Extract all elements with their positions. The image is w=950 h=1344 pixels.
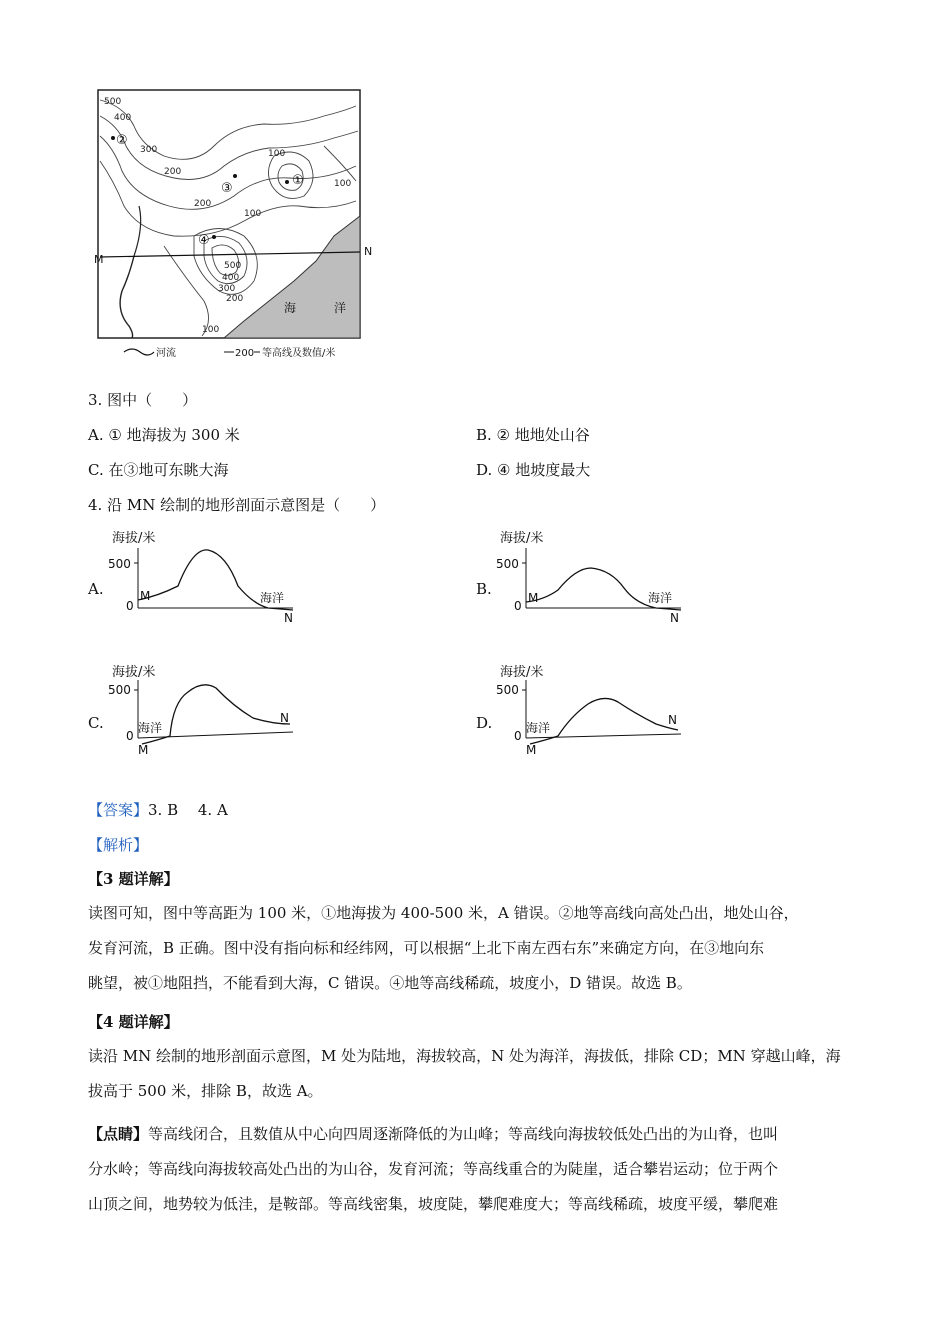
- tip-line: 分水岭；等高线向海拔较高处凸出的为山谷，发育河流；等高线重合的为陡崖，适合攀岩运动；位于两个: [88, 1160, 779, 1178]
- q4-option-b-letter: B.: [476, 580, 492, 598]
- q4-detail-line: 读沿 MN 绘制的地形剖面示意图，M 处为陆地，海拔较高，N 处为海洋，海拔低，排除 CD；MN 穿越山峰，海: [88, 1047, 841, 1065]
- profile-y-zero: 0: [126, 599, 134, 613]
- q3-option-b: B. ② 地地处山谷: [476, 426, 590, 444]
- answer-tag: 【答案】: [88, 801, 149, 819]
- tip-line: 等高线闭合，且数值从中心向四周逐渐降低的为山峰；等高线向海拔较低处凸出的为山脊，也叫: [148, 1125, 779, 1143]
- point-label-4: ④: [198, 233, 210, 248]
- profile-n: N: [668, 713, 677, 727]
- contour-label: 100: [244, 209, 262, 219]
- q3-detail-line: 读图可知，图中等高距为 100 米，①地海拔为 400-500 米，A 错误。②地等高线向高处凸出，地处山谷，: [88, 904, 799, 922]
- q3-stem: 3. 图中（ ）: [88, 391, 198, 409]
- profile-c: [108, 662, 308, 758]
- profile-b: [496, 528, 696, 624]
- profile-m: M: [526, 743, 537, 757]
- profile-y-title: 海拔/米: [500, 665, 544, 680]
- profile-m: M: [140, 589, 151, 603]
- sea-label: 洋: [334, 301, 347, 315]
- q3-detail-line: 发育河流，B 正确。图中没有指向标和经纬网，可以根据“上北下南左西右东”来确定方向，在③地向东: [88, 939, 765, 957]
- profile-y-zero: 0: [514, 729, 522, 743]
- contour-label: 300: [140, 145, 158, 155]
- q3-option-a: A. ① 地海拔为 300 米: [88, 426, 240, 444]
- contour-label: 200: [226, 294, 244, 304]
- profile-d: [496, 662, 696, 758]
- contour-map: [94, 86, 380, 362]
- profile-sea: 海洋: [138, 721, 163, 735]
- point-label-3: ③: [221, 181, 233, 196]
- tip-text: [88, 1117, 866, 1222]
- profile-y-title: 海拔/米: [112, 531, 156, 546]
- q4-option-c-letter: C.: [88, 714, 104, 732]
- q4-option-a-letter: A.: [88, 580, 104, 598]
- contour-label: 500: [224, 261, 242, 271]
- tip-line: 山顶之间，地势较为低洼，是鞍部。等高线密集，坡度陡，攀爬难度大；等高线稀疏，坡度平缓，攀爬难: [88, 1195, 779, 1213]
- q3-detail-heading: 【3 题详解】: [88, 870, 179, 888]
- q3-detail-text: [88, 896, 866, 1001]
- analysis-tag: 【解析】: [88, 836, 149, 854]
- legend-contour-label: 等高线及数值/米: [262, 348, 336, 359]
- profile-y-top: 500: [108, 557, 131, 571]
- contour-label: 300: [218, 284, 236, 294]
- contour-label: 500: [104, 97, 122, 107]
- contour-label: 100: [334, 179, 352, 189]
- q3-detail-line: 眺望，被①地阻挡，不能看到大海，C 错误。④地等高线稀疏，坡度小，D 错误。故选 B。: [88, 974, 692, 992]
- contour-label: 200: [164, 167, 182, 177]
- profile-sea: 海洋: [526, 721, 551, 735]
- point-label-2: ②: [116, 133, 128, 148]
- answer-text: 3. B 4. A: [148, 801, 228, 819]
- contour-label: 100: [202, 325, 220, 335]
- profile-m: M: [528, 591, 539, 605]
- map-n-label: N: [364, 245, 373, 258]
- profile-y-top: 500: [496, 683, 519, 697]
- contour-label: 200: [194, 199, 212, 209]
- sea-label: 海: [284, 301, 297, 315]
- tip-tag: 【点睛】: [88, 1125, 149, 1143]
- profile-a: [108, 528, 308, 624]
- legend-river-label: 河流: [156, 348, 176, 359]
- q4-stem: 4. 沿 MN 绘制的地形剖面示意图是（ ）: [88, 496, 386, 514]
- profile-y-zero: 0: [126, 729, 134, 743]
- q3-option-c: C. 在③地可东眺大海: [88, 461, 229, 479]
- map-m-label: M: [94, 253, 104, 266]
- contour-label: 400: [114, 113, 132, 123]
- profile-y-top: 500: [108, 683, 131, 697]
- profile-n: N: [280, 711, 289, 725]
- contour-label: 100: [268, 149, 286, 159]
- profile-sea: 海洋: [260, 591, 285, 605]
- profile-m: M: [138, 743, 149, 757]
- profile-n: N: [284, 611, 293, 624]
- q3-option-d: D. ④ 地坡度最大: [476, 461, 591, 479]
- profile-n: N: [670, 611, 679, 624]
- q4-detail-line: 拔高于 500 米，排除 B，故选 A。: [88, 1082, 323, 1100]
- legend-contour-value: 200: [235, 348, 255, 359]
- q4-detail-heading: 【4 题详解】: [88, 1013, 179, 1031]
- profile-y-title: 海拔/米: [500, 531, 544, 546]
- point-label-1: ①: [292, 173, 304, 188]
- contour-label: 400: [222, 273, 240, 283]
- profile-y-title: 海拔/米: [112, 665, 156, 680]
- q4-option-d-letter: D.: [476, 714, 493, 732]
- profile-y-top: 500: [496, 557, 519, 571]
- profile-sea: 海洋: [648, 591, 673, 605]
- q4-detail-text: [88, 1039, 866, 1109]
- answer-line: [88, 800, 228, 820]
- profile-y-zero: 0: [514, 599, 522, 613]
